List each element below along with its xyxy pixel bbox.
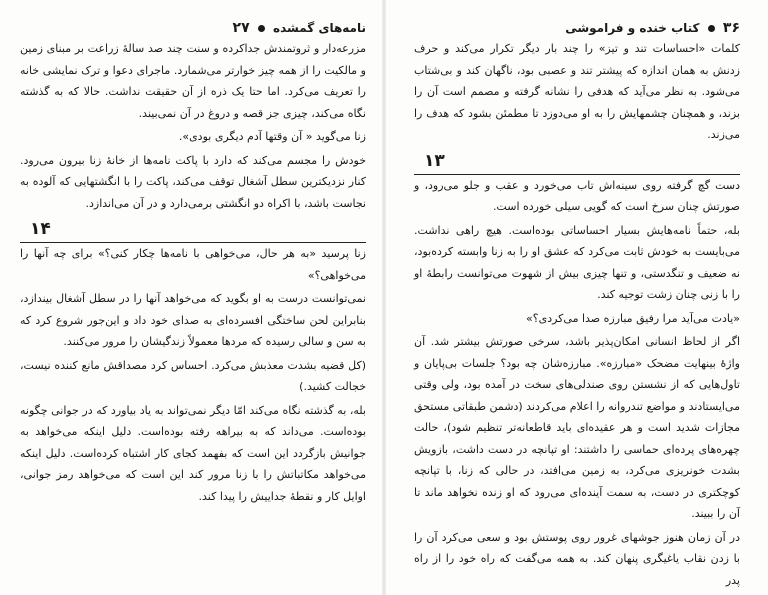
paragraph: اگر از لحاظ انسانی امکان‌پذیر باشد، سرخی صورتش بیشتر شد. آن واژهٔ بینهایت مضحک «مبارزه». مبارزه‌شان چه بود؟ جلسات بی‌پایان و تاول‌هایی که از نشستن روی صندلی‌های سخت در آمده بود، ولی وقتی می‌ایستادند و مواضع تندروانه را اعلام می‌کردند (دشمن طبقاتی مستحق مجازات شدید است و هر عقیده‌ای باید قاطعانه‌تر تنظیم شود)، حالت چهره‌های پرده‌ای حماسی را داشتند: او تپانچه در دست داشت، بازویش بشدت خونریزی می‌کرد، به زمین می‌افتد، در حالی که زنا، با تپانچه کوچکتری در دست، به سمت آینده‌ای می‌رود که او زنده نخواهد ماند تا آن را ببیند. <box>414 335 740 520</box>
right-page <box>384 0 768 595</box>
paragraph: خودش را مجسم می‌کند که دارد با پاکت نامه‌ها از خانهٔ زنا بیرون می‌رود. کنار نزدیکترین سطل آشغال توقف می‌کند، پاکت را با انگشتهایی که آلوده به نجاست باشد، با اکراه دو انگشتی برمی‌دارد و در آن می‌اندازد. <box>20 153 366 210</box>
section-number: ۱۴ <box>30 219 51 239</box>
page-number: ۲۷ <box>232 20 250 36</box>
paragraph: «یادت می‌آید مرا رفیق مبارزه صدا می‌کردی؟» <box>526 311 740 325</box>
running-title-left <box>233 20 366 36</box>
paragraph: بله، حتماً نامه‌هایش بسیار احساساتی بوده‌است. هیچ راهی نداشت. می‌بایست به خودش ثابت می‌کرد که عشق او را به زنا وابسته کرده‌بود، نه ضعیف و تنگدستی، و تنها چیزی بیش از شهوت می‌توانست رابطهٔ او را با زنی چنان زشت توجیه کند. <box>414 223 740 301</box>
paragraph: مزرعه‌دار و ثروتمندش جداکرده و سنت چند صد سالهٔ زراعت بر مبنای زمین و مالکیت را از همه چیز خوارتر می‌شمارد. ماجرای دعوا و ترک نمایشی خانه را تعریف می‌کرد. اما حتا یک ذره از آن حقیقت نداشت. حالا که به گذشته نگاه می‌کند، چیزی جز قصه و دروغ در آن نمی‌بیند. <box>20 42 366 120</box>
section-number: ۱۳ <box>424 150 445 171</box>
running-title-text: نامه‌های گمشده <box>273 21 366 35</box>
paragraph: دست گچ گرفته روی سینه‌اش تاب می‌خورد و عقب و جلو می‌رود، و صورتش چنان سرخ است که گویی سیلی خورده است. <box>414 178 740 213</box>
paragraph: نمی‌توانست درست به او بگوید که می‌خواهد آنها را در سطل آشغال بیندازد، بنابراین لحن ساختگی افسرده‌ای به صدای خود داد و این‌جور شروع کرد که به سن و سالی رسیده که مردها معمولاً زندگیشان را مرور می‌کنند. <box>20 292 366 348</box>
paragraph: کلمات «احساسات تند و تیز» را چند بار دیگر تکرار می‌کند و حرف زدنش به همان اندازه که پیشتر تند و عصبی بود، ناگهان کند و بی‌شتاب می‌شود. به نظر می‌آید که هدفی را نشانه گرفته و مصمم است آن را بزند، و همچنان چشمهایش را به او می‌دوزد تا مطمئن بشود که هدف را می‌زند. <box>414 42 740 141</box>
right-page-header <box>414 0 740 38</box>
paragraph: زنا پرسید «به هر حال، می‌خواهی با نامه‌ها چکار کنی؟» برای چه آنها را می‌خواهی؟» <box>20 247 366 282</box>
paragraph: در آن زمان هنوز جوشهای غرور روی پوستش بود و سعی می‌کرد آن را با زدن نقاب یاغیگری پنهان کند. به همه می‌گفت که راه خود را از راه پدر <box>414 530 740 587</box>
paragraph: بله، به گذشته نگاه می‌کند امّا دیگر نمی‌تواند به یاد بیاورد که در جوانی چگونه بوده‌است. می‌داند که به بیراهه رفته بوده‌است. دلیل اینکه می‌خواهد به جوانیش بازگردد این است که بفهمد کجای کار اشتباه کرده‌است. دلیل اینکه می‌خواهد مکاتباتش را با زنا مرور کند این است که می‌خواهد رمز جوانی، اوایل کار و نقطهٔ جداییش را پیدا کند. <box>20 403 366 503</box>
bullet-icon <box>708 25 715 32</box>
bullet-icon <box>258 25 265 32</box>
page-number: ۳۶ <box>722 20 740 36</box>
running-title-text: کتاب خنده و فراموشی <box>565 21 700 35</box>
paragraph: زنا می‌گوید « آن وقتها آدم دیگری بودی». <box>178 130 366 143</box>
running-title-right <box>565 20 740 36</box>
paragraph: (کل قضیه بشدت معذبش می‌کرد. احساس کرد مصداقش مانع کننده نیست، خجالت کشید.) <box>20 358 366 393</box>
left-page-header <box>20 0 366 38</box>
